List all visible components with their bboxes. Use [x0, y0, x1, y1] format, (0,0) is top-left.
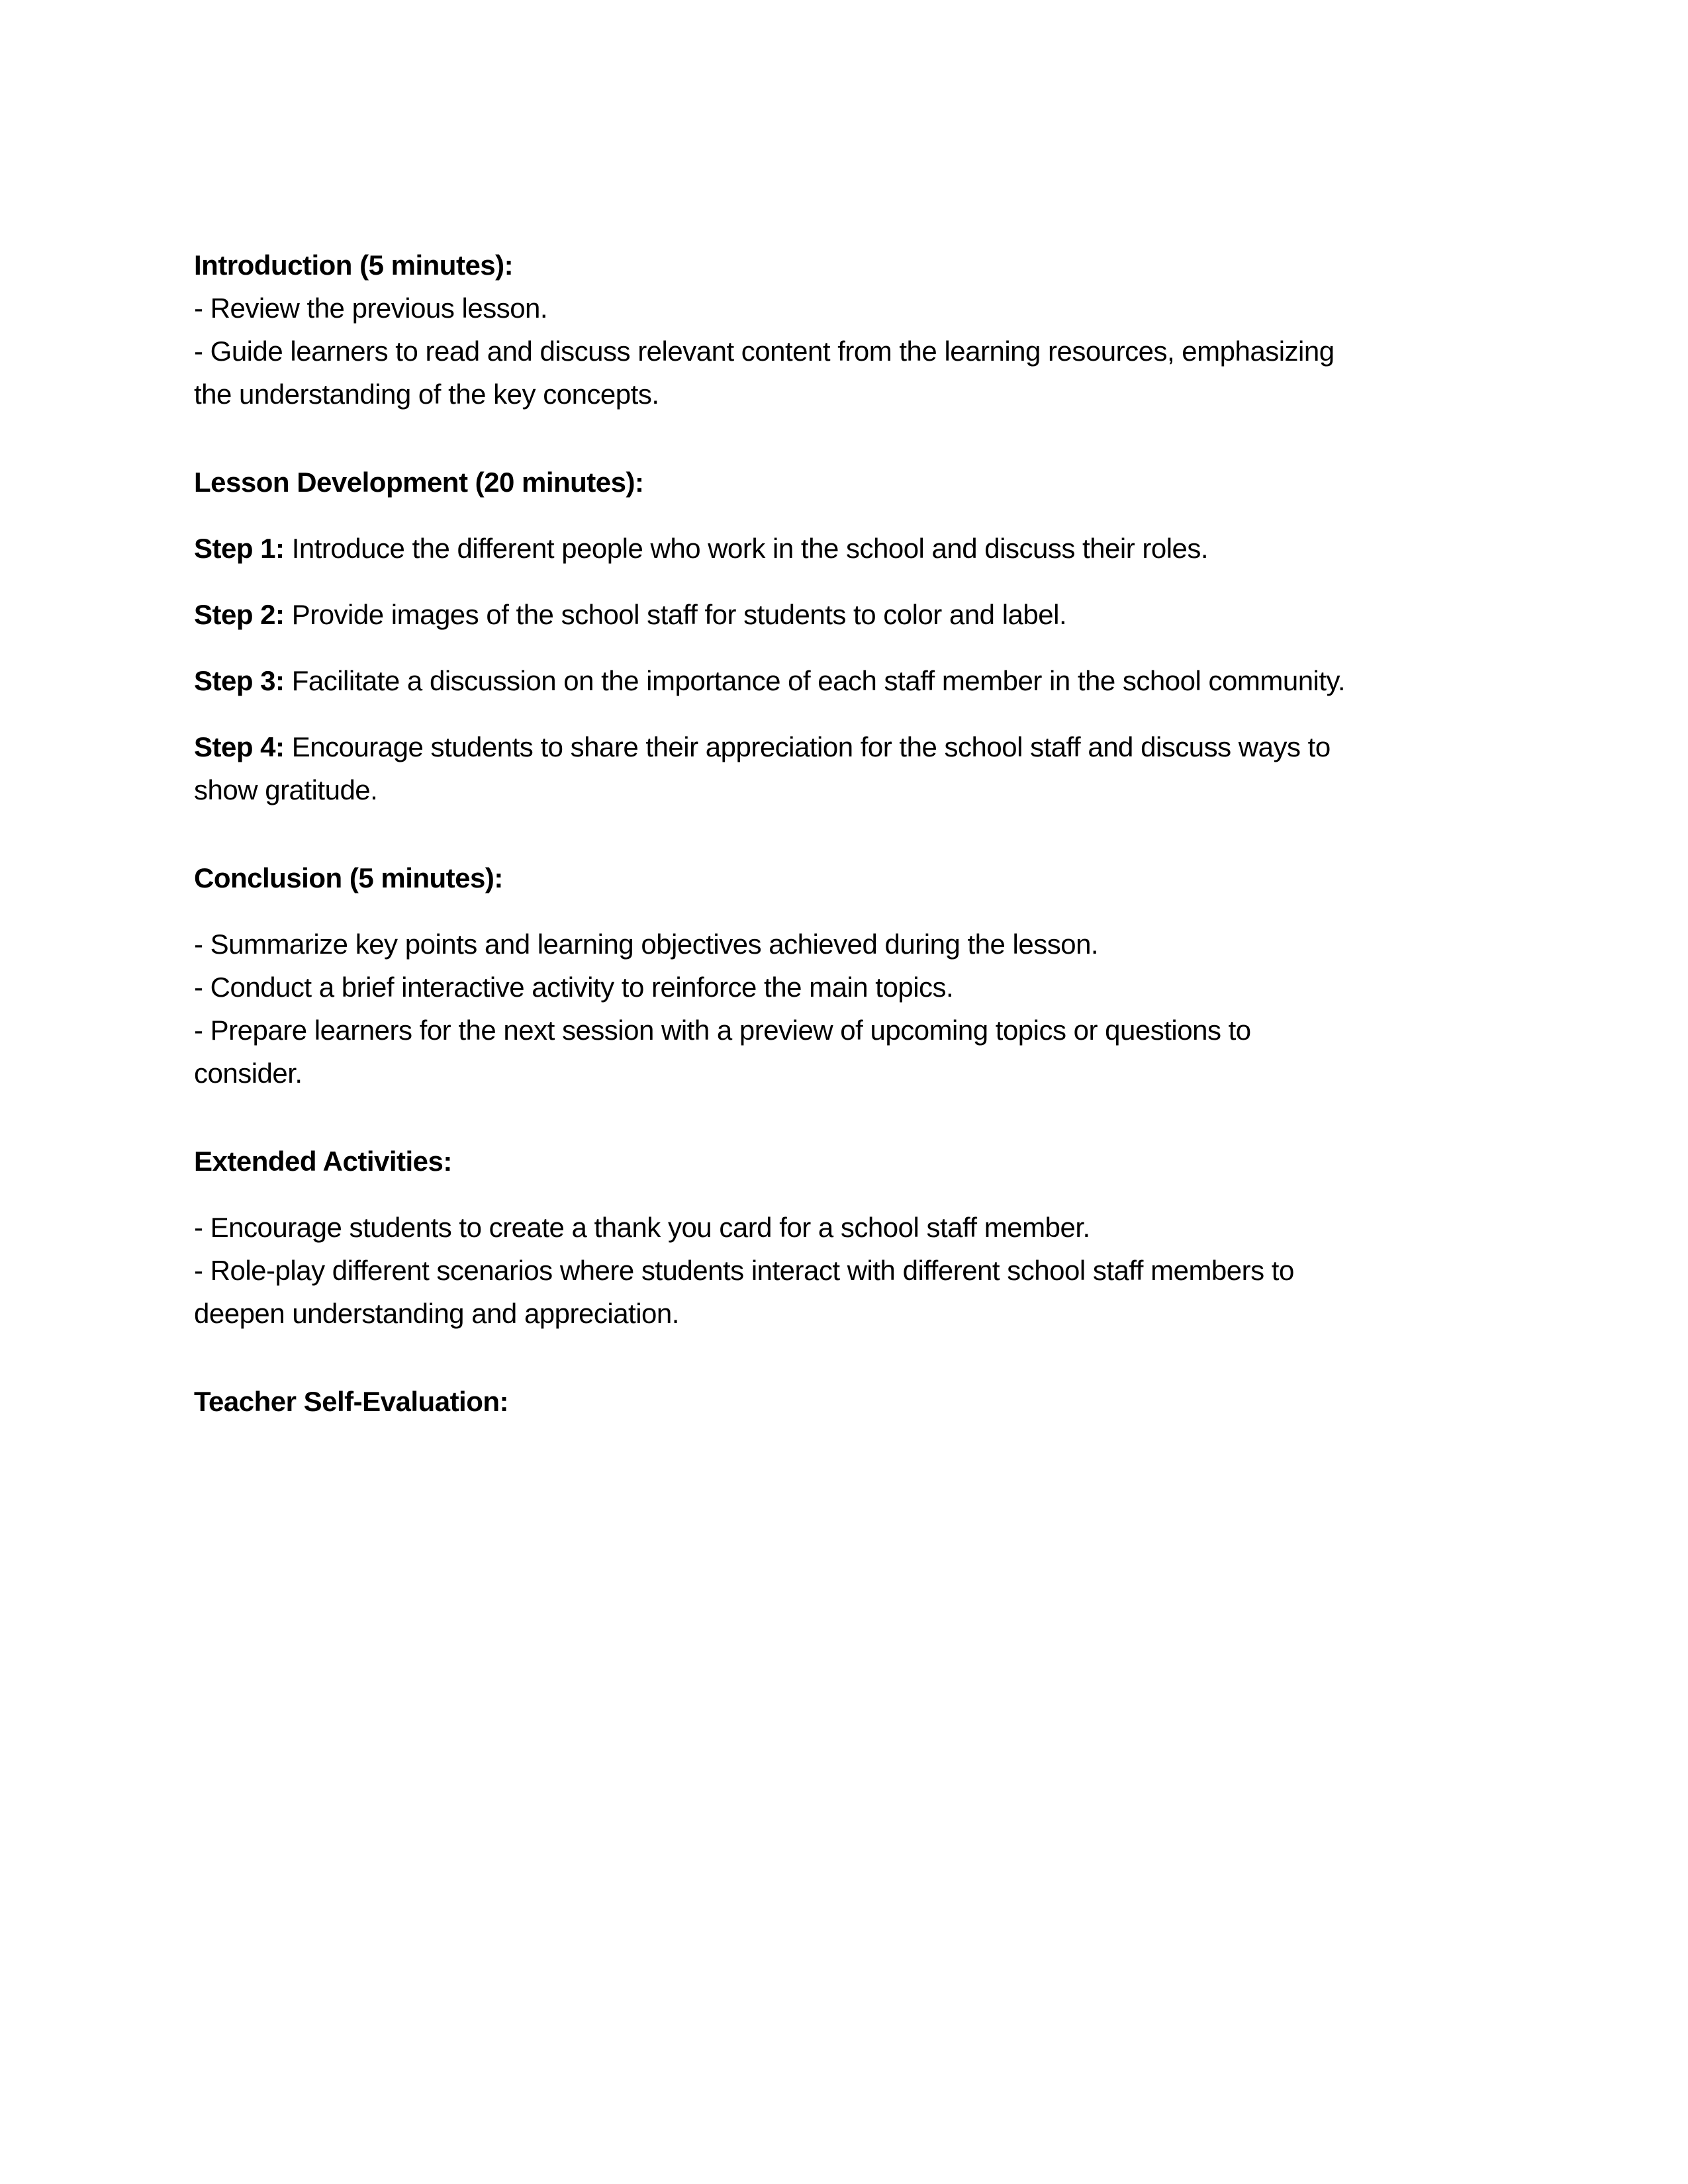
lesson-development-heading: [194, 461, 1501, 504]
step-3-text: Facilitate a discussion on the importance of each staff member in the school community.: [284, 665, 1346, 696]
conclusion-line: - Prepare learners for the next session with a preview of upcoming topics or questions to: [194, 1015, 1251, 1046]
step-2-text: Provide images of the school staff for students to color and label.: [284, 599, 1067, 630]
introduction-heading-text: Introduction (5 minutes):: [194, 250, 514, 281]
conclusion-line: - Summarize key points and learning objectives achieved during the lesson.: [194, 929, 1099, 960]
step-4-paragraph: [194, 725, 1501, 811]
step-4-line: show gratitude.: [194, 774, 378, 805]
introduction-line: - Guide learners to read and discuss relevant content from the learning resources, emphasizing: [194, 336, 1335, 367]
step-2-line: [194, 593, 1501, 636]
conclusion-heading: [194, 856, 1501, 899]
extended-activities-line: - Encourage students to create a thank you card for a school staff member.: [194, 1212, 1090, 1243]
step-1-line: [194, 527, 1501, 570]
step-2-label: Step 2:: [194, 599, 285, 630]
extended-activities-heading: [194, 1140, 1501, 1183]
section-introduction: [194, 244, 1501, 416]
teacher-self-evaluation-heading: [194, 1380, 1501, 1423]
step-3-label: Step 3:: [194, 665, 285, 696]
step-2-paragraph: [194, 593, 1501, 636]
extended-activities-heading-text: Extended Activities:: [194, 1146, 452, 1177]
step-1-paragraph: [194, 527, 1501, 570]
conclusion-body: [194, 923, 1501, 1095]
step-4-label: Step 4:: [194, 731, 285, 762]
conclusion-heading-text: Conclusion (5 minutes):: [194, 862, 503, 893]
conclusion-line: consider.: [194, 1058, 303, 1089]
introduction-line: the understanding of the key concepts.: [194, 379, 659, 410]
step-1-text: Introduce the different people who work in the school and discuss their roles.: [284, 533, 1209, 564]
extended-activities-body: [194, 1206, 1501, 1335]
step-3-paragraph: [194, 659, 1501, 702]
extended-activities-line: - Role-play different scenarios where students interact with different school staff members to: [194, 1255, 1294, 1286]
step-4-text: Encourage students to share their appreciation for the school staff and discuss ways to: [284, 731, 1331, 762]
step-1-label: Step 1:: [194, 533, 285, 564]
step-3-line: [194, 659, 1501, 702]
extended-activities-line: deepen understanding and appreciation.: [194, 1298, 679, 1329]
introduction-line: - Review the previous lesson.: [194, 293, 548, 324]
conclusion-line: - Conduct a brief interactive activity to reinforce the main topics.: [194, 972, 954, 1003]
lesson-development-heading-text: Lesson Development (20 minutes):: [194, 467, 644, 498]
introduction-heading: [194, 244, 1501, 287]
teacher-self-evaluation-heading-text: Teacher Self-Evaluation:: [194, 1386, 509, 1417]
step-4-line: [194, 725, 1501, 768]
document-body: [194, 244, 1501, 1423]
